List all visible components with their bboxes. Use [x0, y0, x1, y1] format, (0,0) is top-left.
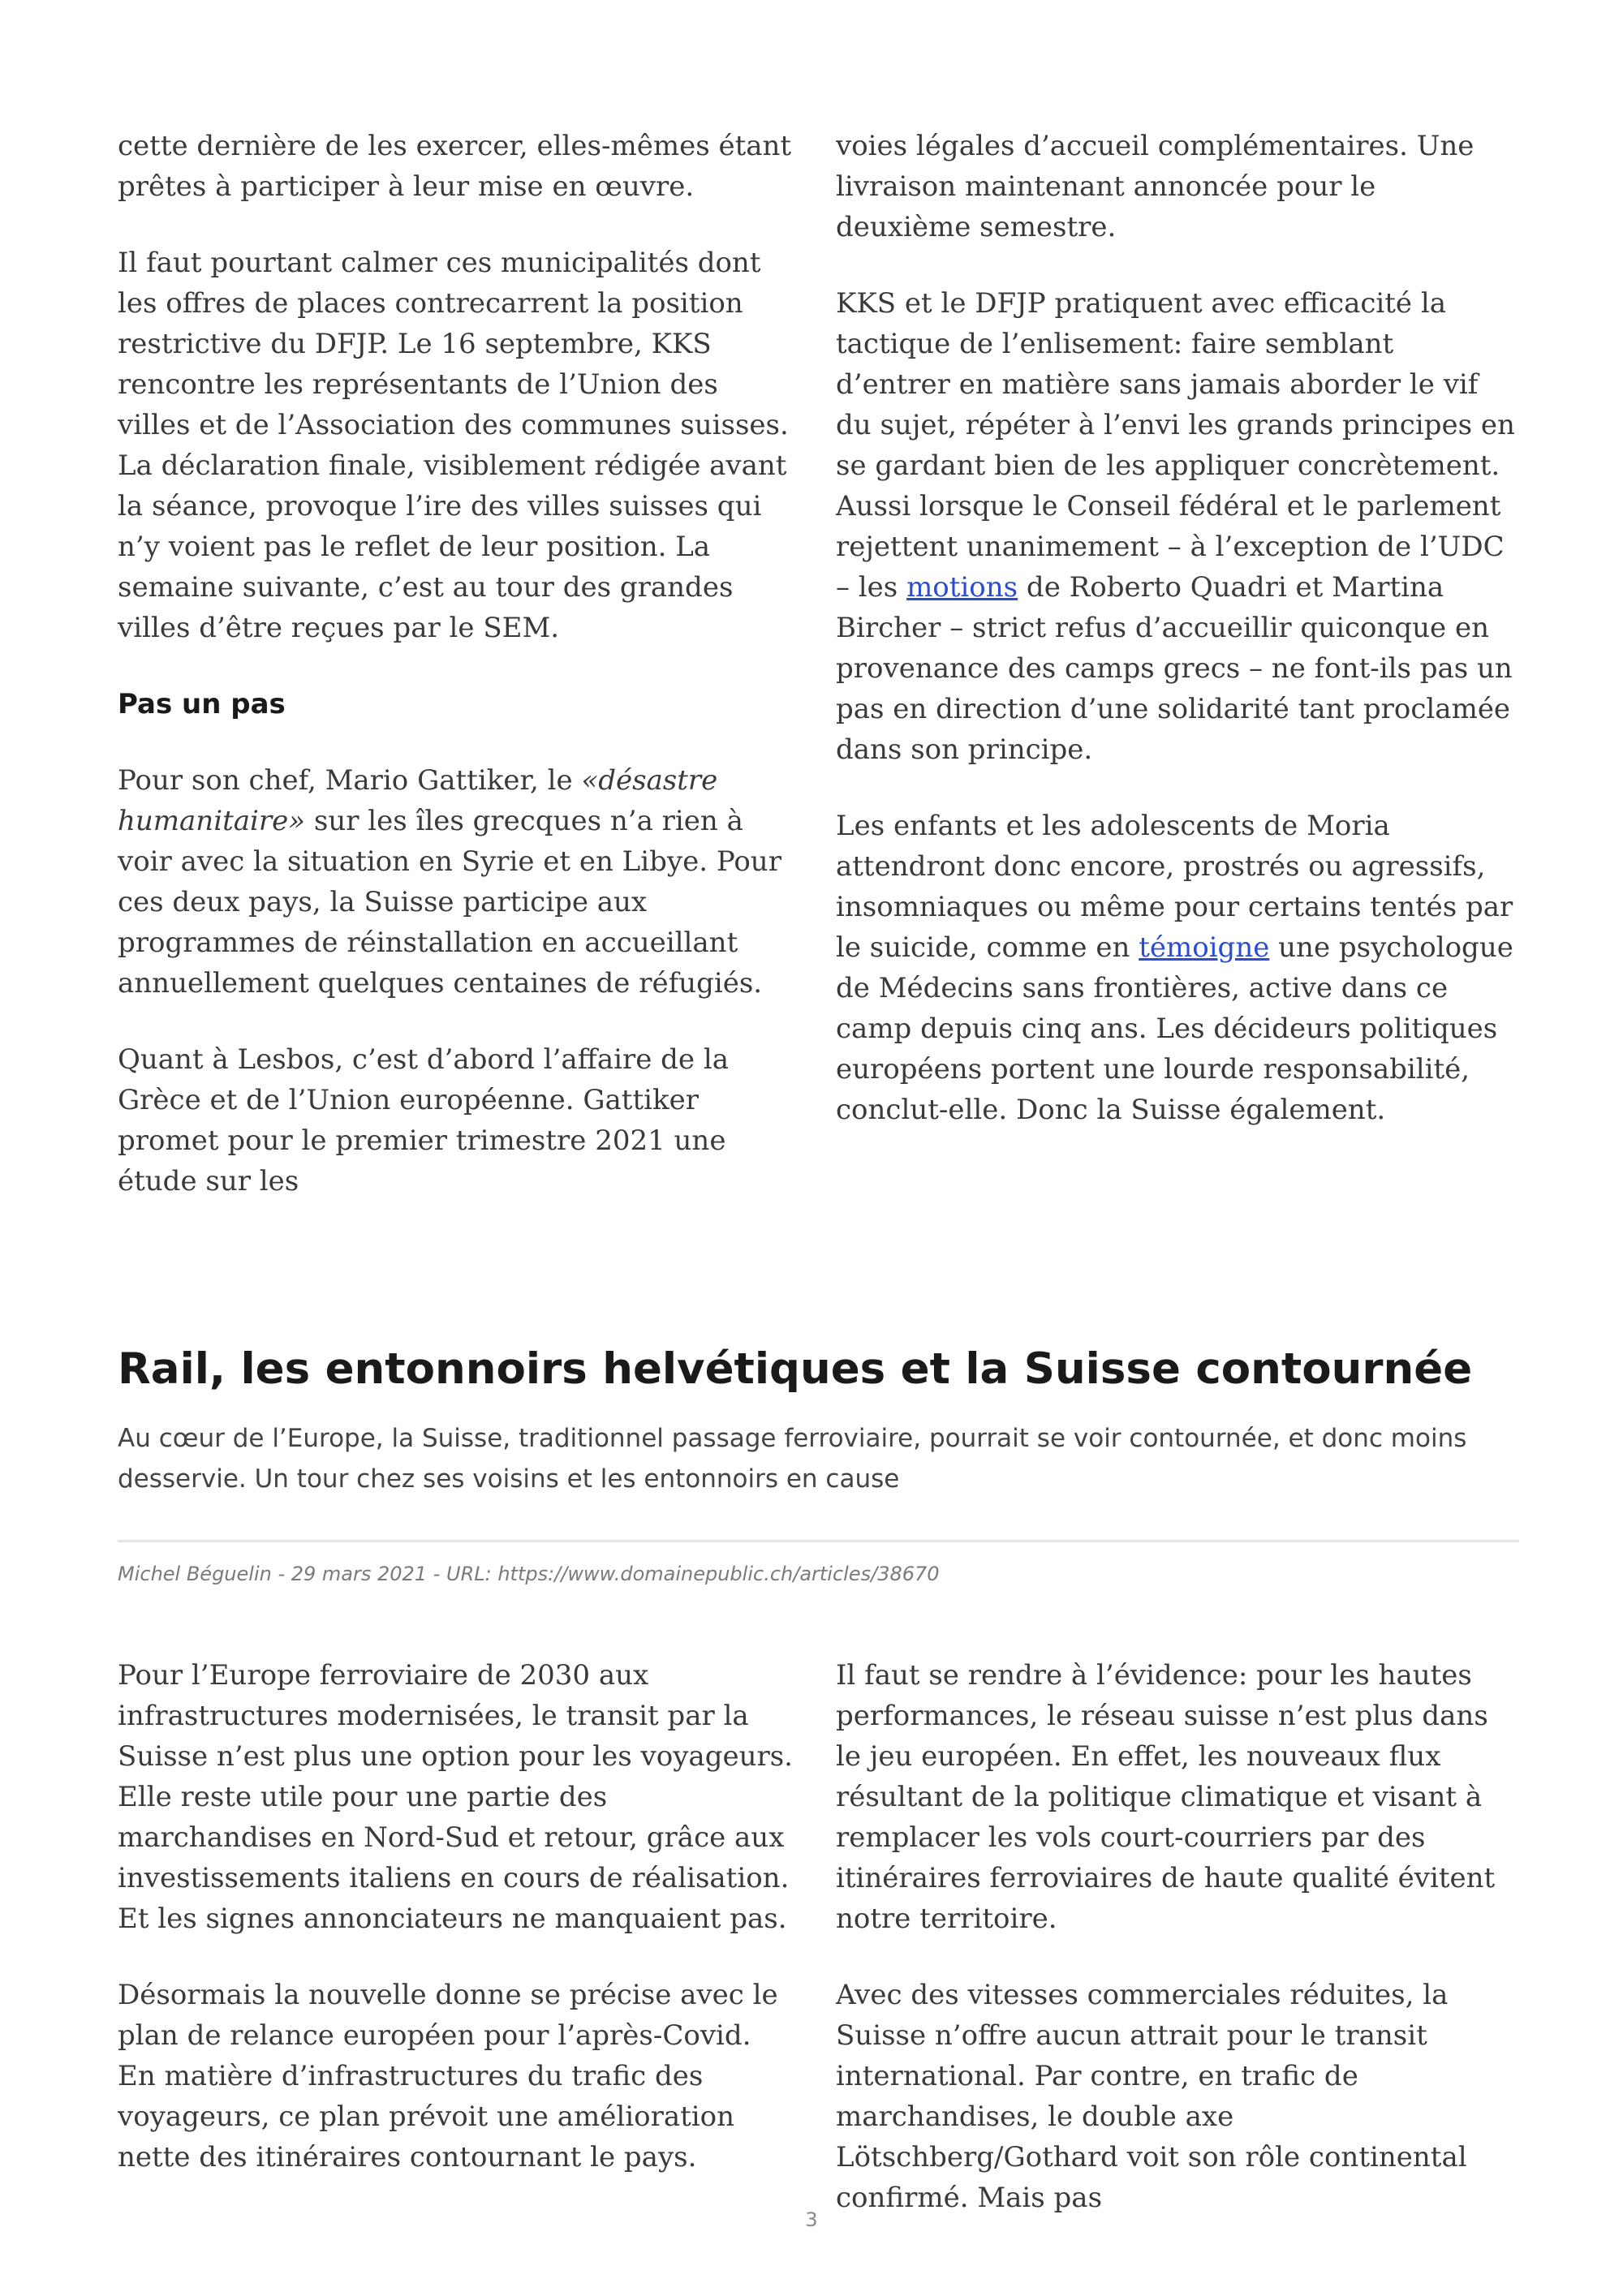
paragraph: Il faut se rendre à l’évidence: pour les hautes performances, le réseau suisse n’est plus dans le jeu européen. En effet, les nouveaux flux résultant de la politique climatique et visant à remplacer les vols court-courriers par des itinéraires ferroviaires de haute qualité évitent notre territoire.	[836, 1659, 1496, 1935]
paragraph: Avec des vitesses commerciales réduites, la Suisse n’offre aucun attrait pour le transit international. Par contre, en trafic de marchandises, le double axe Lötschberg/Gothard voit son rôle continental confirmé. Mais pas	[836, 1979, 1467, 2214]
paragraph: cette dernière de les exercer, elles-mêmes étant prêtes à participer à leur mise en œuvre.	[118, 130, 792, 203]
article-byline: Michel Béguelin - 29 mars 2021 - URL: https://www.domainepublic.ch/articles/38670	[118, 1563, 940, 1585]
text-run: de Roberto Quadri et Martina Bircher – strict refus d’accueillir quiconque en provenance des camps grecs – ne font-ils pas un pas en direction d’une solidarité tant proclamée dans son principe.	[836, 571, 1513, 766]
page-number: 3	[805, 2208, 818, 2231]
article-right-column	[836, 1655, 1516, 2218]
motions-link[interactable]: motions	[906, 571, 1018, 604]
article-lede: Au cœur de l’Europe, la Suisse, traditionnel passage ferroviaire, pourrait se voir contournée, et donc moins desservie. Un tour chez ses voisins et les entonnoirs en cause	[118, 1424, 1467, 1494]
paragraph: voies légales d’accueil complémentaires. Une livraison maintenant annoncée pour le deuxième semestre.	[836, 130, 1474, 243]
paragraph	[836, 806, 1516, 1130]
text-run: Les enfants et les adolescents de Moria attendront donc encore, prostrés ou agressifs, insomniaques ou même pour certains tentés par le suicide, comme en	[836, 810, 1513, 964]
paragraph: Il faut pourtant calmer ces municipalités dont les offres de places contrecarrent la position restrictive du DFJP. Le 16 septembre, KKS rencontre les représentants de l’Union des villes et de l’Association des communes suisses. La déclaration finale, visiblement rédigée avant la séance, provoque l’ire des villes suisses qui n’y voient pas le reflet de leur position. La semaine suivante, c’est au tour des grandes villes d’être reçues par le SEM.	[118, 247, 789, 644]
top-left-column	[118, 126, 798, 1202]
article-title: Rail, les entonnoirs helvétiques et la Suisse contournée	[118, 1344, 1473, 1394]
text-run: sur les îles grecques n’a rien à voir avec la situation en Syrie et en Libye. Pour ces deux pays, la Suisse participe aux programmes de réinstallation en accueillant annuellement quelques centaines de réfugiés.	[118, 805, 781, 1000]
text-run: une psychologue de Médecins sans frontières, active dans ce camp depuis cinq ans. Les décideurs politiques européens portent une lourde responsabilité, conclut-elle. Donc la Suisse également.	[836, 931, 1513, 1126]
paragraph: Quant à Lesbos, c’est d’abord l’affaire de la Grèce et de l’Union européenne. Gattiker promet pour le premier trimestre 2021 une étude sur les	[118, 1043, 729, 1197]
article-left-column	[118, 1655, 798, 2178]
paragraph: Pour l’Europe ferroviaire de 2030 aux infrastructures modernisées, le transit par la Suisse n’est plus une option pour les voyageurs. Elle reste utile pour une partie des marchandises en Nord-Sud et retour, grâce aux investissements italiens en cours de réalisation. Et les signes annonciateurs ne manquaient pas.	[118, 1659, 793, 1935]
divider	[118, 1540, 1519, 1542]
text-run: KKS et le DFJP pratiquent avec efficacité la tactique de l’enlisement: faire semblant d’entrer en matière sans jamais aborder le vif du sujet, répéter à l’envi les grands principes en se gardant bien de les appliquer concrètement. Aussi lorsque le Conseil fédéral et le parlement rejettent unanimement – à l’exception de l’UDC – les	[836, 287, 1515, 604]
paragraph: Désormais la nouvelle donne se précise avec le plan de relance européen pour l’après-Covid. En matière d’infrastructures du trafic des voyageurs, ce plan prévoit une amélioration nette des itinéraires contournant le pays.	[118, 1979, 778, 2173]
temoigne-link[interactable]: témoigne	[1139, 931, 1270, 964]
paragraph	[836, 283, 1516, 770]
quote: «désastre humanitaire»	[118, 764, 718, 837]
text-run: Pour son chef, Mario Gattiker, le	[118, 764, 582, 797]
paragraph	[118, 760, 798, 1004]
top-right-column	[836, 126, 1516, 1130]
section-subheading: Pas un pas	[118, 688, 286, 720]
